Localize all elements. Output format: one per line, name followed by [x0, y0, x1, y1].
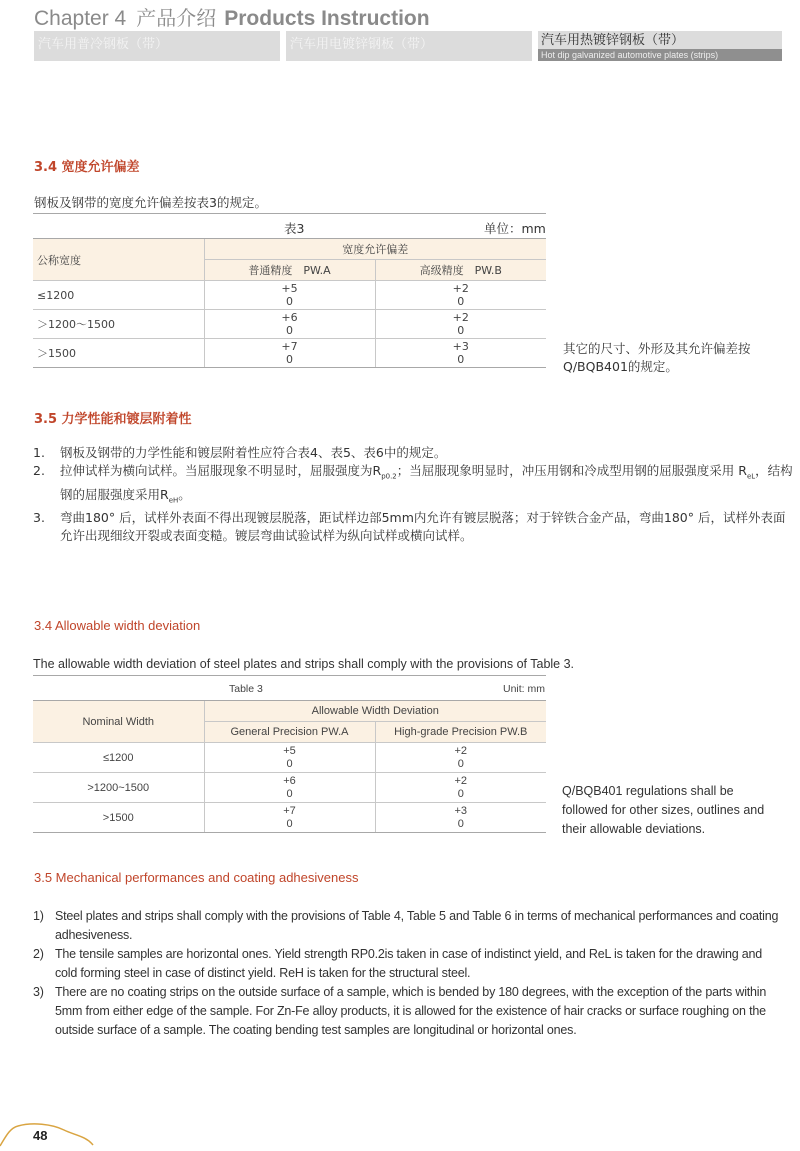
side-note-line: followed for other sizes, outlines and: [562, 803, 765, 817]
item-text: 弯曲180° 后，试样外表面不得出现镀层脱落，距试样边部5mm内允许有镀层脱落；对于锌铁合金产品，弯曲180° 后，试样外表面允许出现细纹开裂或表面变糙。镀层弯曲试验试样为纵向试样或横向试样。: [60, 510, 786, 543]
table-row: [33, 281, 546, 310]
lower-value: 0: [286, 787, 293, 800]
upper-value: +2: [452, 282, 469, 295]
cell-width: ≤1200: [33, 281, 204, 310]
list-item: [33, 983, 785, 1040]
chapter-title-en: Products Instruction: [224, 7, 430, 30]
table-row: [33, 803, 546, 833]
section-title-3-4-cn: 3.4 宽度允许偏差: [34, 160, 140, 175]
upper-value: +5: [283, 744, 296, 757]
side-note-line: their allowable deviations.: [562, 822, 706, 836]
table-row: [33, 743, 546, 773]
cell-pwa: [204, 281, 375, 310]
lower-value: 0: [286, 295, 293, 308]
cell-pwb: [375, 773, 546, 803]
list-item: [33, 462, 793, 509]
list-item: [33, 945, 785, 983]
cell-pwa: [204, 743, 375, 773]
chapter-title-cn: 产品介绍: [136, 6, 217, 30]
tab-label: 汽车用热镀锌钢板（带）: [541, 33, 685, 48]
item-text: 拉伸试样为横向试样。当屈服现象不明显时，屈服强度为R: [60, 463, 382, 478]
lower-value: 0: [457, 295, 465, 308]
lower-value: 0: [457, 353, 465, 366]
table-unit: Unit: mm: [503, 683, 545, 695]
side-note-en: [562, 782, 764, 839]
header-width-deviation: Allowable Width Deviation: [204, 701, 546, 722]
cell-width: ＞1200～1500: [33, 310, 204, 339]
table-row: [33, 339, 546, 368]
table-unit: 单位：mm: [484, 221, 546, 236]
item-text: ，结构钢的屈服强度采用R: [60, 463, 793, 502]
cell-pwa: [204, 339, 375, 368]
subscript: p0.2: [381, 472, 397, 481]
section-title-3-5-en: 3.5 Mechanical performances and coating adhesiveness: [34, 870, 359, 885]
table-row: [33, 310, 546, 339]
upper-value: +3: [454, 804, 468, 817]
item-number: 3): [33, 985, 44, 999]
lower-value: 0: [286, 324, 293, 337]
upper-value: +2: [452, 311, 469, 324]
item-text: ；当屈服现象明显时，冲压用钢和冷成型用钢的屈服强度采用 R: [396, 463, 747, 478]
lower-value: 0: [457, 757, 464, 770]
subscript: eH: [168, 496, 179, 504]
lower-value: 0: [457, 787, 464, 800]
chapter-heading: [34, 2, 430, 31]
lower-value: 0: [286, 817, 293, 830]
lower-value: 0: [286, 757, 293, 770]
upper-value: +7: [283, 804, 296, 817]
side-note-cn: [563, 340, 751, 376]
item-text: Steel plates and strips shall comply with the provisions of Table 4, Table 5 and Table 6 in terms of mechanical performances and coating adhesiveness.: [55, 909, 779, 942]
divider: [33, 675, 546, 676]
upper-value: +7: [281, 340, 298, 353]
tab-hot-dip-galvanized[interactable]: [538, 31, 782, 61]
upper-value: +6: [283, 774, 296, 787]
section-title-3-4-en: 3.4 Allowable width deviation: [34, 618, 201, 633]
cell-pwa: [204, 803, 375, 833]
table-caption: Table 3: [229, 683, 263, 695]
list-item: [33, 907, 785, 945]
upper-value: +2: [454, 744, 468, 757]
width-deviation-table-cn: [33, 238, 546, 368]
header-width-deviation: 宽度允许偏差: [204, 239, 546, 260]
header-nominal-width: Nominal Width: [33, 701, 204, 743]
cell-pwb: [375, 803, 546, 833]
header-nominal-width: 公称宽度: [33, 239, 204, 281]
cell-pwb: [375, 281, 546, 310]
item-number: 2): [33, 947, 44, 961]
item-text: 钢板及钢带的力学性能和镀层附着性应符合表4、表5、表6中的规定。: [60, 445, 447, 460]
upper-value: +6: [281, 311, 298, 324]
width-deviation-table-en: [33, 700, 546, 833]
cell-width: ≤1200: [33, 743, 204, 773]
item-number: 3.: [33, 510, 45, 525]
divider: [33, 213, 546, 214]
table-row: [33, 773, 546, 803]
requirements-list-en: [33, 907, 785, 1040]
side-note-line: Q/BQB401的规定。: [563, 359, 678, 374]
list-item: [33, 509, 793, 545]
cell-width: ＞1500: [33, 339, 204, 368]
side-note-line: 其它的尺寸、外形及其允许偏差按: [563, 341, 751, 356]
upper-value: +3: [452, 340, 469, 353]
lower-value: 0: [457, 324, 465, 337]
item-text: The tensile samples are horizontal ones. Yield strength RP0.2is taken in case of indistinct yield, and ReL is taken for the drawing and cold forming steel in case of distinct yield. ReH is taken for the structural steel.: [55, 947, 762, 980]
item-number: 1.: [33, 445, 45, 460]
table-caption: 表3: [284, 221, 305, 236]
item-number: 2.: [33, 463, 45, 478]
section-intro-cn: 钢板及钢带的宽度允许偏差按表3的规定。: [34, 195, 267, 210]
tab-label: 汽车用电镀锌钢板（带）: [290, 37, 434, 52]
lower-value: 0: [286, 353, 293, 366]
header-general-precision: General Precision PW.A: [204, 722, 375, 743]
cell-width: >1500: [33, 803, 204, 833]
cell-pwb: [375, 339, 546, 368]
cell-pwa: [204, 310, 375, 339]
page-number: 48: [33, 1128, 48, 1143]
side-note-line: Q/BQB401 regulations shall be: [562, 784, 734, 798]
item-text: There are no coating strips on the outside surface of a sample, which is bended by 180 degrees, with the exception of the parts within 5mm from either edge of the sample. For Zn-Fe alloy products, it is allowed for the existence of hair cracks or surface roughing on the outside surface of a sample. The coating bending test samples are longitudinal or horizontal ones.: [55, 985, 767, 1037]
header-general-precision: 普通精度 PW.A: [204, 260, 375, 281]
tab-electro-galvanized[interactable]: [286, 31, 532, 61]
section-title-3-5-cn: 3.5 力学性能和镀层附着性: [34, 412, 192, 427]
page-curve-decoration-icon: [0, 1118, 100, 1151]
cell-pwa: [204, 773, 375, 803]
lower-value: 0: [457, 817, 464, 830]
item-text: 。: [178, 486, 191, 502]
requirements-list-cn: [33, 444, 793, 545]
chapter-number: Chapter 4: [34, 7, 127, 30]
header-high-precision: High-grade Precision PW.B: [375, 722, 546, 743]
item-number: 1): [33, 909, 44, 923]
upper-value: +5: [281, 282, 298, 295]
tab-label: 汽车用普冷钢板（带）: [38, 37, 169, 52]
cell-pwb: [375, 743, 546, 773]
section-intro-en: The allowable width deviation of steel plates and strips shall comply with the provisions of Table 3.: [33, 657, 575, 671]
header-high-precision: 高级精度 PW.B: [375, 260, 546, 281]
subscript: eL: [746, 472, 756, 481]
list-item: [33, 444, 793, 462]
tab-cold-rolled[interactable]: [34, 31, 280, 61]
cell-width: >1200~1500: [33, 773, 204, 803]
cell-pwb: [375, 310, 546, 339]
upper-value: +2: [454, 774, 468, 787]
tab-sublabel: Hot dip galvanized automotive plates (strips): [538, 49, 782, 61]
